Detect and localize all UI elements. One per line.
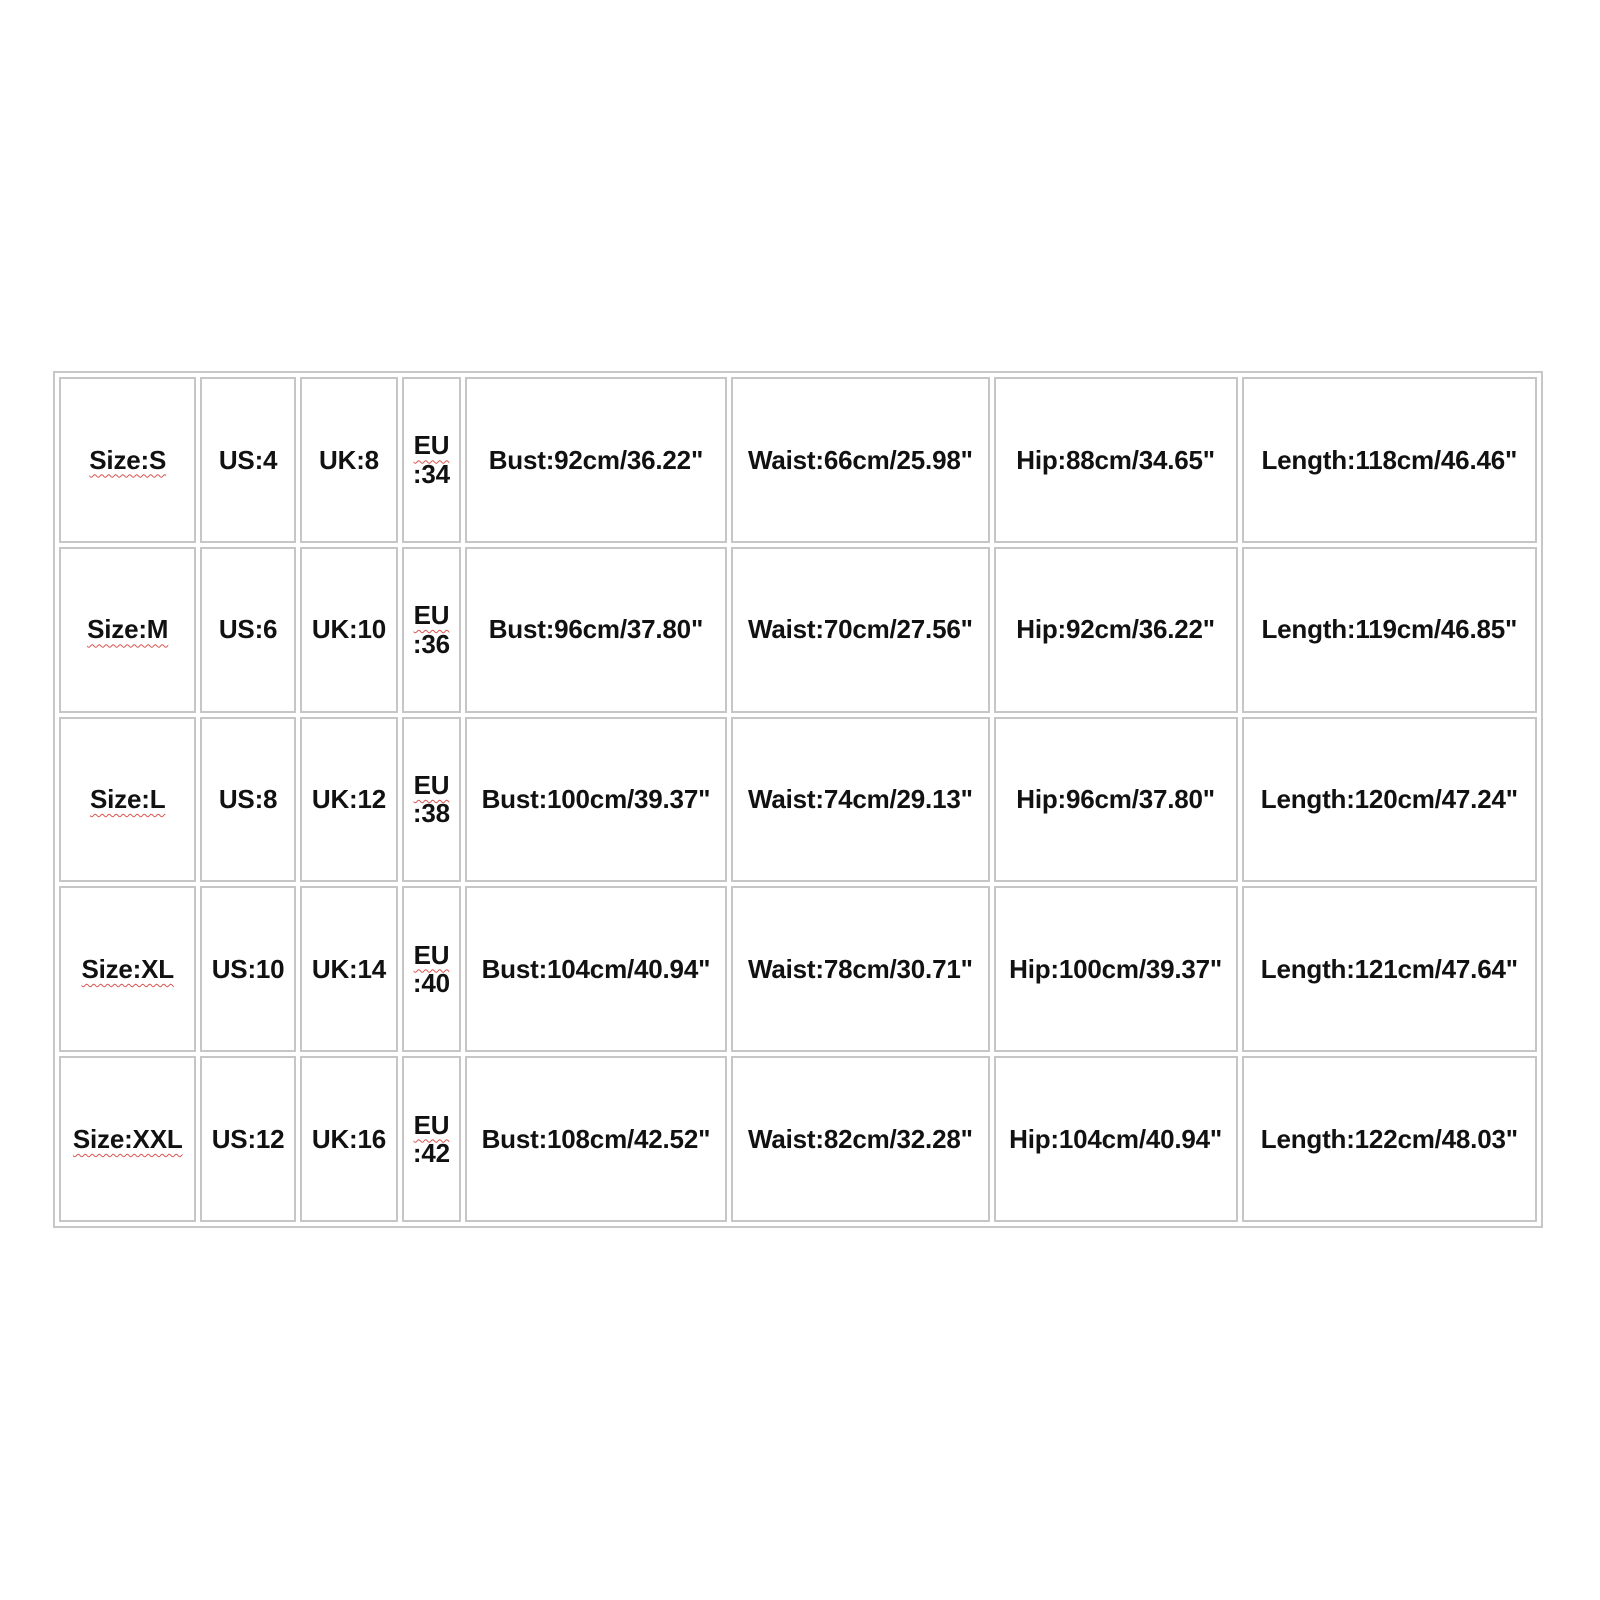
uk-size-cell: UK:10	[300, 547, 398, 713]
size-label: Size:XL	[81, 953, 174, 984]
eu-value: :40	[412, 968, 450, 999]
size-cell	[59, 547, 196, 713]
uk-size-cell: UK:12	[300, 717, 398, 883]
eu-size-cell	[402, 1056, 460, 1222]
length-cell: Length:121cm/47.64"	[1242, 886, 1537, 1052]
bust-cell: Bust:108cm/42.52"	[465, 1056, 728, 1222]
uk-size-cell: UK:14	[300, 886, 398, 1052]
table-row	[59, 1056, 1537, 1222]
eu-value: :34	[412, 458, 450, 489]
uk-size-cell: UK:16	[300, 1056, 398, 1222]
size-label: Size:L	[90, 784, 166, 815]
table-row	[59, 886, 1537, 1052]
eu-size-cell	[402, 886, 460, 1052]
eu-label: EU	[413, 769, 450, 800]
length-cell: Length:119cm/46.85"	[1242, 547, 1537, 713]
length-cell: Length:122cm/48.03"	[1242, 1056, 1537, 1222]
us-size-cell: US:12	[200, 1056, 295, 1222]
eu-size-cell	[402, 717, 460, 883]
table-row	[59, 377, 1537, 543]
hip-cell: Hip:104cm/40.94"	[994, 1056, 1238, 1222]
waist-cell: Waist:66cm/25.98"	[731, 377, 989, 543]
bust-cell: Bust:100cm/39.37"	[465, 717, 728, 883]
eu-label: EU	[413, 430, 450, 461]
hip-cell: Hip:92cm/36.22"	[994, 547, 1238, 713]
eu-size-cell	[402, 547, 460, 713]
size-cell	[59, 886, 196, 1052]
table-row	[59, 547, 1537, 713]
size-chart-table	[55, 373, 1541, 1226]
length-cell: Length:120cm/47.24"	[1242, 717, 1537, 883]
size-label: Size:S	[89, 444, 167, 475]
eu-label: EU	[413, 939, 450, 970]
length-cell: Length:118cm/46.46"	[1242, 377, 1537, 543]
table-row	[59, 717, 1537, 883]
size-cell	[59, 717, 196, 883]
size-label: Size:XXL	[72, 1123, 183, 1154]
waist-cell: Waist:78cm/30.71"	[731, 886, 989, 1052]
hip-cell: Hip:88cm/34.65"	[994, 377, 1238, 543]
us-size-cell: US:8	[200, 717, 295, 883]
us-size-cell: US:6	[200, 547, 295, 713]
waist-cell: Waist:70cm/27.56"	[731, 547, 989, 713]
uk-size-cell: UK:8	[300, 377, 398, 543]
eu-value: :42	[412, 1138, 450, 1169]
eu-value: :38	[412, 798, 450, 829]
us-size-cell: US:10	[200, 886, 295, 1052]
bust-cell: Bust:92cm/36.22"	[465, 377, 728, 543]
hip-cell: Hip:100cm/39.37"	[994, 886, 1238, 1052]
eu-label: EU	[413, 600, 450, 631]
waist-cell: Waist:74cm/29.13"	[731, 717, 989, 883]
waist-cell: Waist:82cm/32.28"	[731, 1056, 989, 1222]
size-label: Size:M	[87, 614, 169, 645]
bust-cell: Bust:104cm/40.94"	[465, 886, 728, 1052]
size-cell	[59, 1056, 196, 1222]
eu-size-cell	[402, 377, 460, 543]
size-chart	[53, 371, 1543, 1228]
us-size-cell: US:4	[200, 377, 295, 543]
eu-label: EU	[413, 1109, 450, 1140]
bust-cell: Bust:96cm/37.80"	[465, 547, 728, 713]
size-cell	[59, 377, 196, 543]
eu-value: :36	[412, 628, 450, 659]
hip-cell: Hip:96cm/37.80"	[994, 717, 1238, 883]
